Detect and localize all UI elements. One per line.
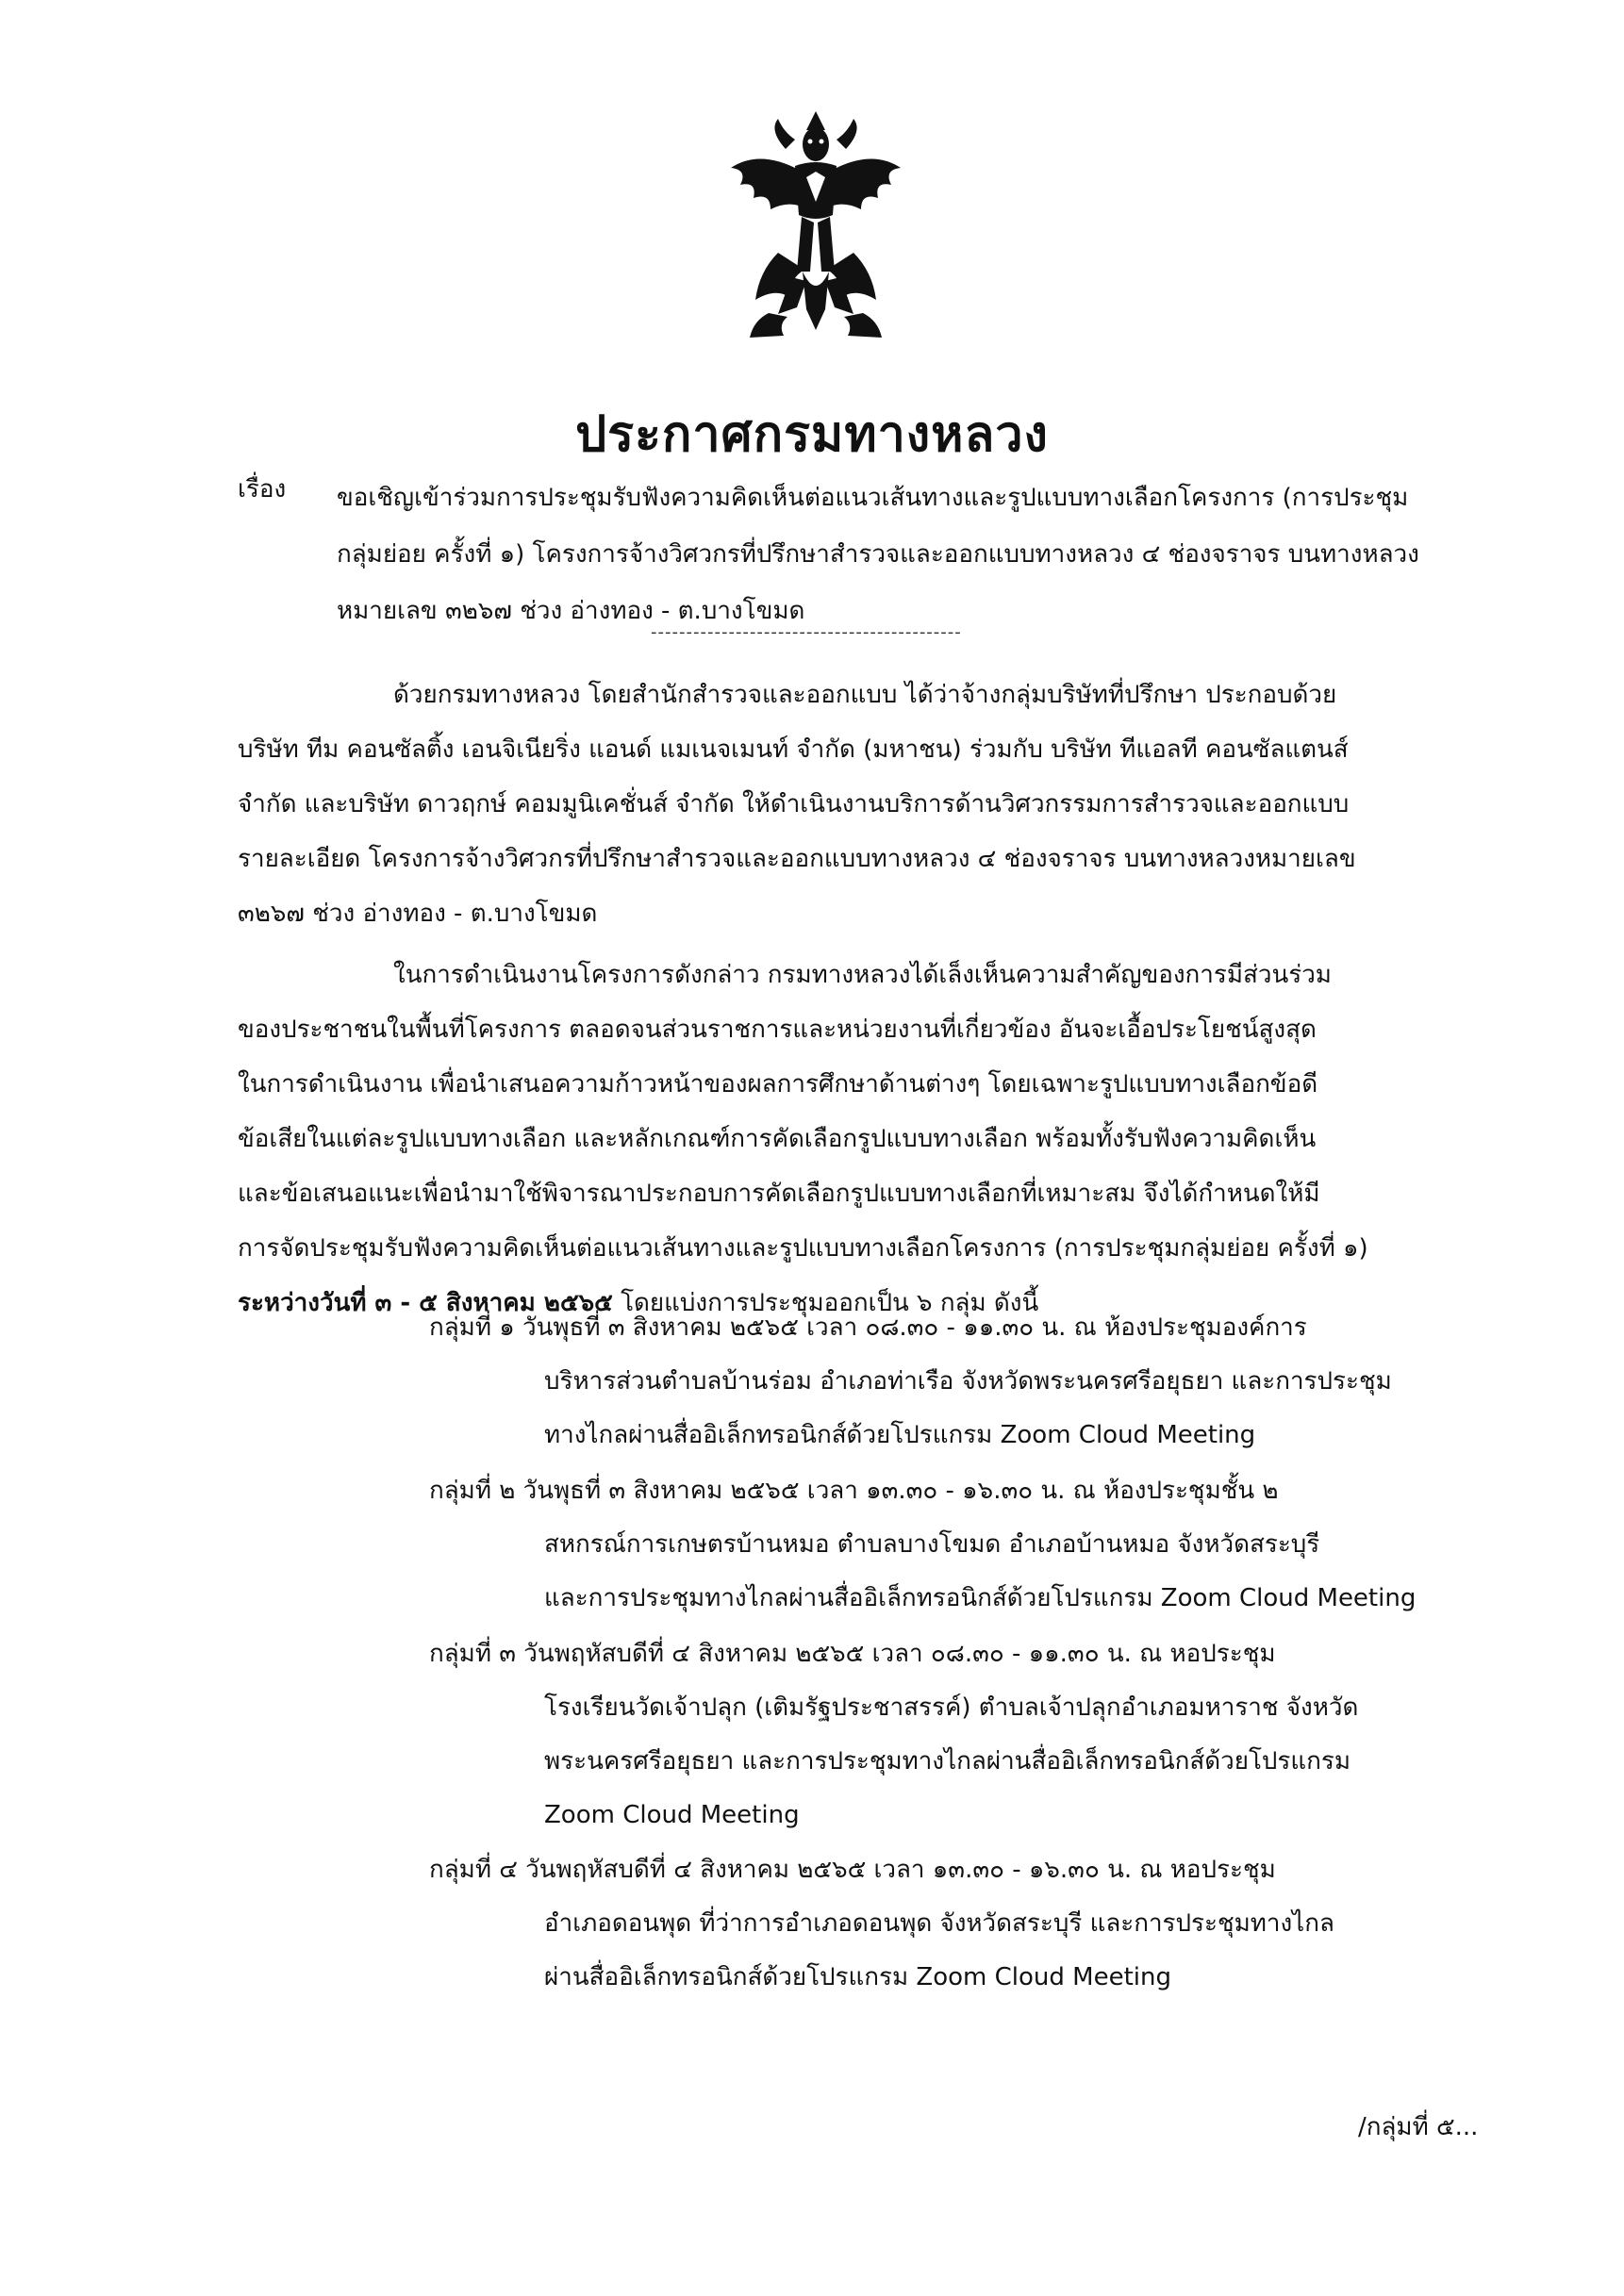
paragraph-line: และข้อเสนอแนะเพื่อนำมาใช้พิจารณาประกอบการคัดเลือกรูปแบบทางเลือกที่เหมาะสม จึงได้กำหนดให้มี — [238, 1180, 1320, 1208]
paragraph-purpose — [238, 948, 1483, 1330]
group-line: ทางไกลผ่านสื่ออิเล็กทรอนิกส์ด้วยโปรแกรม Zoom Cloud Meeting — [544, 1421, 1256, 1449]
page-title: ประกาศกรมทางหลวง — [575, 406, 1049, 463]
group-line: บริหารส่วนตำบลบ้านร่อม อำเภอท่าเรือ จังหวัดพระนครศรีอยุธยา และการประชุม — [544, 1367, 1392, 1396]
paragraph-line: ในการดำเนินงาน เพื่อนำเสนอความก้าวหน้าของผลการศึกษาด้านต่างๆ โดยเฉพาะรูปแบบทางเลือกข้อดี — [238, 1070, 1318, 1098]
meeting-group-3 — [429, 1627, 1483, 1842]
paragraph-line: ๓๒๖๗ ช่วง อ่างทอง - ต.บางโขมด — [238, 900, 598, 928]
group-line: โรงเรียนวัดเจ้าปลุก (เติมรัฐประชาสรรค์) ตำบลเจ้าปลุกอำเภอมหาราช จังหวัด — [544, 1693, 1359, 1722]
paragraph-intro — [238, 668, 1483, 941]
paragraph-line: ด้วยกรมทางหลวง โดยสำนักสำรวจและออกแบบ ได้ว่าจ้างกลุ่มบริษัทที่ปรึกษา ประกอบด้วย — [393, 681, 1337, 709]
meeting-dates: ระหว่างวันที่ ๓ - ๕ สิงหาคม ๒๕๖๕ — [238, 1289, 613, 1317]
paragraph-line: ในการดำเนินงานโครงการดังกล่าว กรมทางหลวงได้เล็งเห็นความสำคัญของการมีส่วนร่วม — [393, 961, 1332, 989]
separator-line: -------------------------------------------- — [651, 622, 962, 642]
group-line: กลุ่มที่ ๒ วันพุธที่ ๓ สิงหาคม ๒๕๖๕ เวลา ๑๓.๓๐ - ๑๖.๓๐ น. ณ ห้องประชุมชั้น ๒ — [429, 1477, 1279, 1505]
group-line: กลุ่มที่ ๓ วันพฤหัสบดีที่ ๔ สิงหาคม ๒๕๖๕ เวลา ๐๘.๓๐ - ๑๑.๓๐ น. ณ หอประชุม — [429, 1640, 1276, 1668]
group-line: Zoom Cloud Meeting — [544, 1801, 800, 1829]
subject-text — [337, 470, 1483, 639]
meeting-group-4 — [429, 1843, 1483, 2005]
group-line: กลุ่มที่ ๔ วันพฤหัสบดีที่ ๔ สิงหาคม ๒๕๖๕ เวลา ๑๓.๓๐ - ๑๖.๓๐ น. ณ หอประชุม — [429, 1856, 1276, 1884]
paragraph-line: บริษัท ทีม คอนซัลติ้ง เอนจิเนียริ่ง แอนด์ แมเนจเมนท์ จำกัด (มหาชน) ร่วมกับ บริษัท ทีแอลที คอนซัลแตนส์ — [238, 735, 1349, 764]
garuda-emblem-icon — [712, 111, 920, 342]
group-line: สหกรณ์การเกษตรบ้านหมอ ตำบลบางโขมด อำเภอบ้านหมอ จังหวัดสระบุรี — [544, 1530, 1320, 1559]
meeting-group-1 — [429, 1301, 1483, 1462]
paragraph-line: รายละเอียด โครงการจ้างวิศวกรที่ปรึกษาสำรวจและออกแบบทางหลวง ๔ ช่องจราจร บนทางหลวงหมายเลข — [238, 845, 1356, 873]
subject-line: หมายเลข ๓๒๖๗ ช่วง อ่างทอง - ต.บางโขมด — [337, 597, 805, 625]
paragraph-line: ของประชาชนในพื้นที่โครงการ ตลอดจนส่วนราชการและหน่วยงานที่เกี่ยวข้อง อันจะเอื้อประโยชน์สูงสุด — [238, 1016, 1317, 1044]
continuation-marker: /กลุ่มที่ ๕... — [1358, 2113, 1479, 2141]
meeting-group-2 — [429, 1464, 1483, 1626]
paragraph-line: จำกัด และบริษัท ดาวฤกษ์ คอมมูนิเคชั่นส์ จำกัด ให้ดำเนินงานบริการด้านวิศวกรรมการสำรวจและออกแบบ — [238, 790, 1350, 818]
group-line: ผ่านสื่ออิเล็กทรอนิกส์ด้วยโปรแกรม Zoom Cloud Meeting — [544, 1963, 1171, 1991]
group-line: อำเภอดอนพุด ที่ว่าการอำเภอดอนพุด จังหวัดสระบุรี และการประชุมทางไกล — [544, 1909, 1334, 1938]
paragraph-line: ข้อเสียในแต่ละรูปแบบทางเลือก และหลักเกณฑ์การคัดเลือกรูปแบบทางเลือก พร้อมทั้งรับฟังความคิดเห็น — [238, 1125, 1317, 1153]
subject-label: เรื่อง — [238, 475, 287, 504]
meeting-groups-intro: โดยแบ่งการประชุมออกเป็น ๖ กลุ่ม ดังนี้ — [612, 1289, 1039, 1317]
subject-line: ขอเชิญเข้าร่วมการประชุมรับฟังความคิดเห็นต่อแนวเส้นทางและรูปแบบทางเลือกโครงการ (การประชุม — [337, 484, 1409, 512]
paragraph-line: การจัดประชุมรับฟังความคิดเห็นต่อแนวเส้นทางและรูปแบบทางเลือกโครงการ (การประชุมกลุ่มย่อย ครั้งที่ ๑) — [238, 1234, 1368, 1263]
subject-line: กลุ่มย่อย ครั้งที่ ๑) โครงการจ้างวิศวกรที่ปรึกษาสำรวจและออกแบบทางหลวง ๔ ช่องจราจร บนทางหลวง — [337, 540, 1419, 569]
group-line: กลุ่มที่ ๑ วันพุธที่ ๓ สิงหาคม ๒๕๖๕ เวลา ๐๘.๓๐ - ๑๑.๓๐ น. ณ ห้องประชุมองค์การ — [429, 1313, 1307, 1342]
group-line: และการประชุมทางไกลผ่านสื่ออิเล็กทรอนิกส์ด้วยโปรแกรม Zoom Cloud Meeting — [544, 1584, 1417, 1612]
group-line: พระนครศรีอยุธยา และการประชุมทางไกลผ่านสื่ออิเล็กทรอนิกส์ด้วยโปรแกรม — [544, 1747, 1351, 1776]
